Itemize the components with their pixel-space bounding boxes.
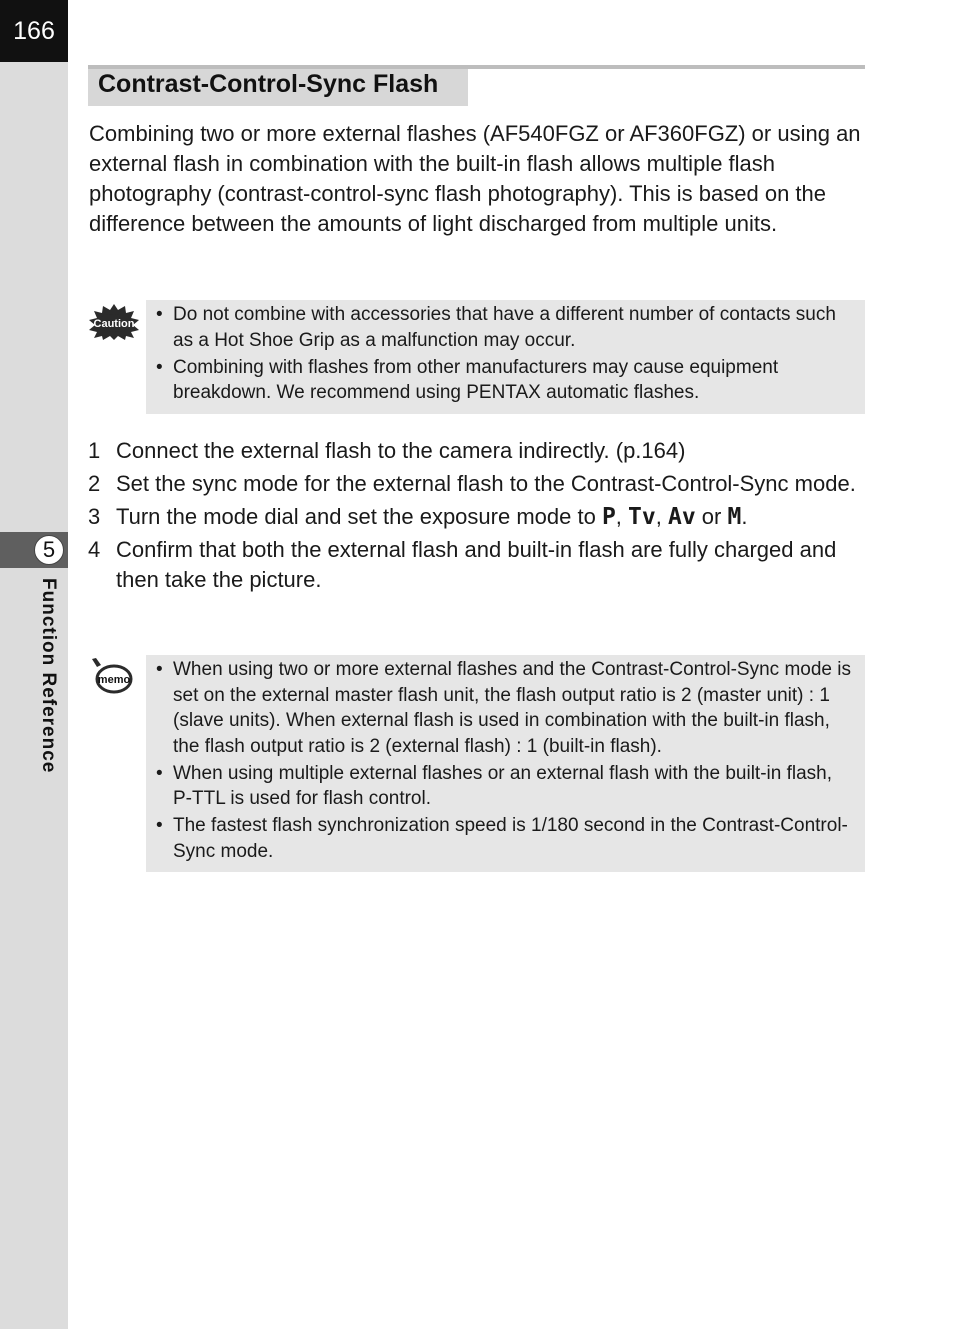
memo-item: • The fastest flash synchronization speed is 1/180 second in the Contrast-Control-Sync mode.: [156, 815, 848, 862]
step-item: [88, 502, 868, 532]
caution-item-text: Do not combine with accessories that have a different number of contacts such as a Hot Shoe Grip as a malfunction may occur.: [173, 304, 836, 351]
step-text: Confirm that both the external flash and built-in flash are fully charged and then take the picture.: [116, 537, 837, 592]
mode-tv: Tv: [628, 504, 656, 530]
caution-item: • Do not combine with accessories that have a different number of contacts such as a Hot Shoe Grip as a malfunction may occur.: [156, 304, 836, 351]
memo-box: [146, 655, 865, 872]
intro-paragraph: Combining two or more external flashes (AF540FGZ or AF360FGZ) or using an external flash in combination with the built-in flash allows multiple flash photography (contrast-control-sync flash photography). This is based on the difference between the amounts of light discharged from multiple units.: [89, 121, 861, 236]
caution-item-text: Combining with flashes from other manufacturers may cause equipment breakdown. We recommend using PENTAX automatic flashes.: [173, 356, 779, 403]
step-number: 2: [88, 471, 101, 496]
memo-icon-label: memo: [97, 674, 131, 686]
step-number: 1: [88, 438, 101, 463]
step-text: Connect the external flash to the camera indirectly. (p.164): [116, 438, 686, 463]
step-item: [88, 535, 868, 595]
step-number: 4: [88, 537, 101, 562]
page-number: 166: [0, 0, 68, 62]
caution-item: • Combining with flashes from other manufacturers may cause equipment breakdown. We recommend using PENTAX automatic flashes.: [156, 356, 779, 403]
section-title: Contrast-Control-Sync Flash: [98, 70, 439, 98]
memo-item-text: When using multiple external flashes or an external flash with the built-in flash, P-TTL is used for flash control.: [173, 762, 833, 809]
step-text-end: .: [741, 504, 748, 529]
step-text: Set the sync mode for the external flash to the Contrast-Control-Sync mode.: [116, 471, 856, 496]
chapter-number: 5: [34, 535, 64, 565]
memo-icon: [88, 657, 134, 697]
mode-separator: or: [695, 504, 728, 529]
chapter-label: Function Reference: [38, 578, 59, 774]
caution-icon-label: Caution: [93, 318, 135, 330]
step-item: [88, 436, 868, 466]
mode-p: P: [601, 504, 616, 530]
step-text: Turn the mode dial and set the exposure mode to: [116, 504, 602, 529]
memo-item-text: The fastest flash synchronization speed is 1/180 second in the Contrast-Control-Sync mode.: [173, 815, 848, 862]
caution-box: [146, 300, 865, 414]
memo-item: • When using multiple external flashes or an external flash with the built-in flash, P-TTL is used for flash control.: [156, 762, 833, 809]
step-number: 3: [88, 504, 101, 529]
mode-separator: ,: [615, 504, 629, 529]
memo-item-text: When using two or more external flashes and the Contrast-Control-Sync mode is set on the external master flash unit, the flash output ratio is 2 (master unit) : 1 (slave units). When external flash is used in combination with the built-in flash, the flash output ratio is 2 (external flash) : 1 (built-in flash).: [173, 659, 851, 757]
memo-item: • When using two or more external flashes and the Contrast-Control-Sync mode is set on the external master flash unit, the flash output ratio is 2 (master unit) : 1 (slave units). When external flash is used in combination with the built-in flash, the flash output ratio is 2 (external flash) : 1 (built-in flash).: [156, 659, 851, 757]
step-item: [88, 469, 868, 499]
mode-m: M: [727, 504, 742, 530]
mode-av: Av: [667, 504, 696, 530]
step-list: [88, 436, 868, 598]
mode-separator: ,: [655, 504, 668, 529]
caution-icon: [88, 303, 140, 341]
